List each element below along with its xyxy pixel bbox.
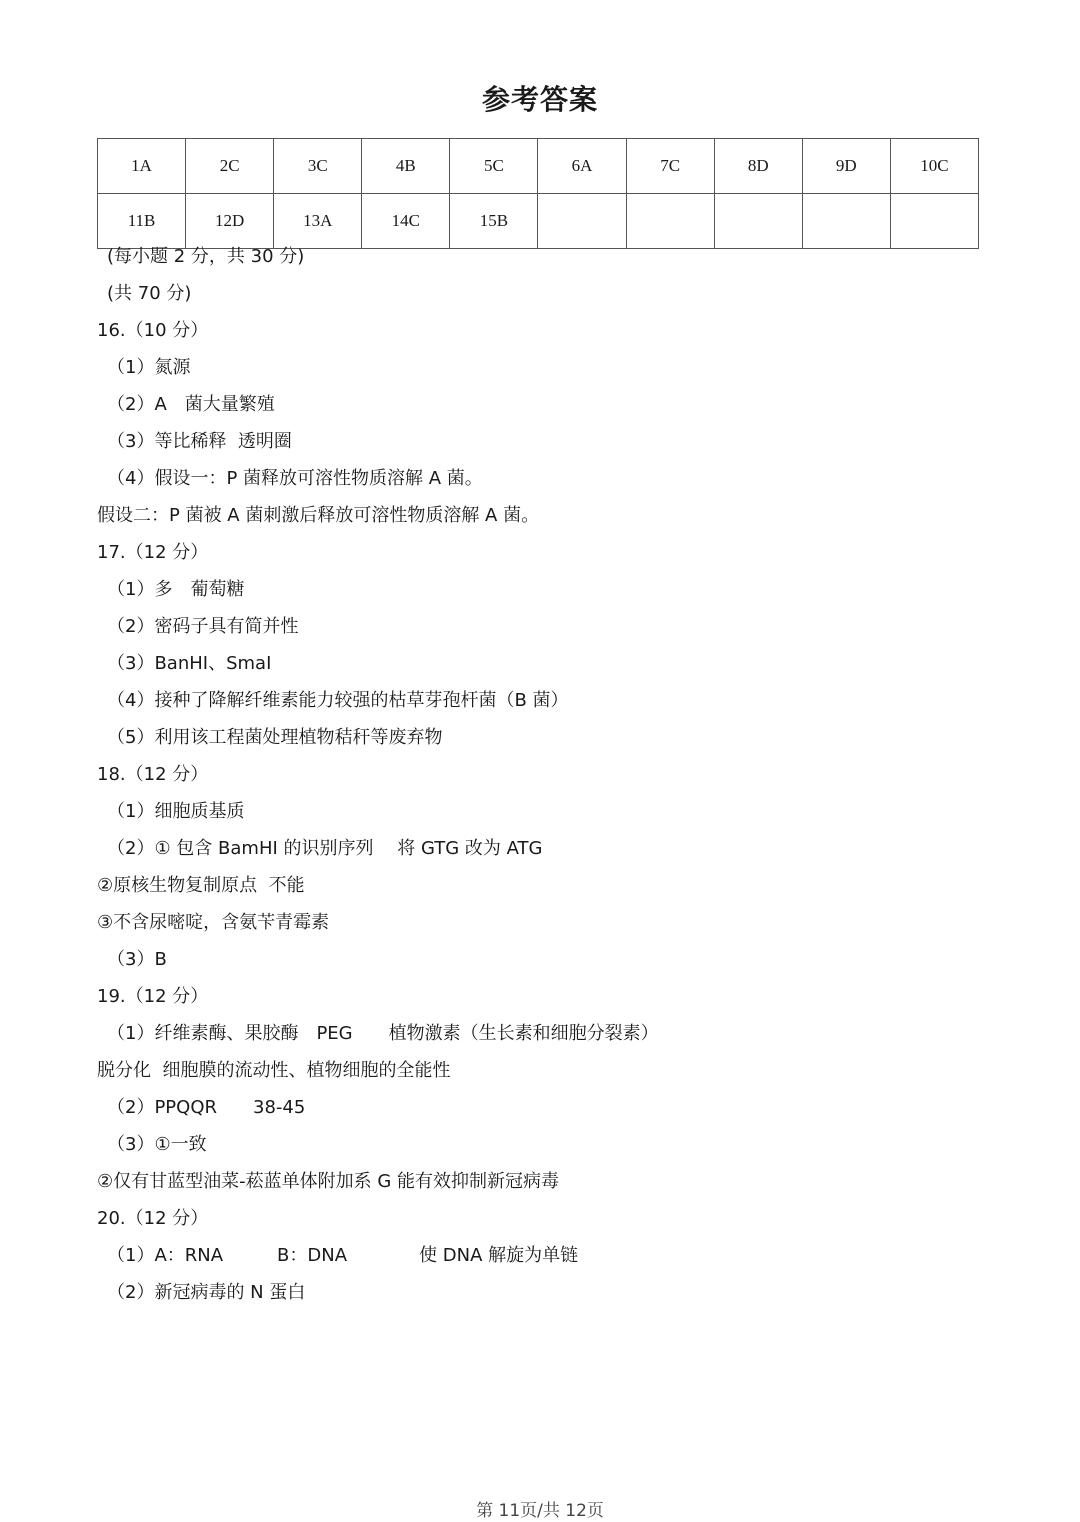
- answer-line: （2）① 包含 BamHI 的识别序列 将 GTG 改为 ATG: [107, 838, 543, 859]
- answer-line: （4）假设一：P 菌释放可溶性物质溶解 A 菌。: [107, 468, 483, 489]
- answer-line: 假设二：P 菌被 A 菌刺激后释放可溶性物质溶解 A 菌。: [97, 505, 540, 526]
- answer-line: （3）①一致: [107, 1134, 207, 1155]
- answer-cell: 3C: [274, 139, 362, 194]
- question-heading-20: 20.（12 分）: [97, 1208, 209, 1229]
- answer-cell: 14C: [362, 194, 450, 249]
- answer-cell: 7C: [626, 139, 714, 194]
- answer-line: （1）纤维素酶、果胶酶 PEG 植物激素（生长素和细胞分裂素）: [107, 1023, 659, 1044]
- answer-cell: 15B: [450, 194, 538, 249]
- answer-cell: 12D: [186, 194, 274, 249]
- answer-cell: [890, 194, 978, 249]
- answer-line: （3）B: [107, 949, 167, 970]
- answer-row-2: [98, 194, 979, 249]
- answer-cell: [802, 194, 890, 249]
- answer-line: （2）密码子具有简并性: [107, 616, 299, 637]
- answer-line: ②仅有甘蓝型油菜-菘蓝单体附加系 G 能有效抑制新冠病毒: [97, 1171, 560, 1192]
- answer-line: （3）等比稀释 透明圈: [107, 431, 292, 452]
- answer-cell: 8D: [714, 139, 802, 194]
- answer-cell: 13A: [274, 194, 362, 249]
- answer-line: （1）A：RNA B：DNA 使 DNA 解旋为单链: [107, 1245, 579, 1266]
- answer-cell: 4B: [362, 139, 450, 194]
- answer-cell: [626, 194, 714, 249]
- score-note: (每小题 2 分，共 30 分): [107, 246, 305, 267]
- question-heading-19: 19.（12 分）: [97, 986, 209, 1007]
- score-note: (共 70 分): [107, 283, 192, 304]
- question-heading-16: 16.（10 分）: [97, 320, 209, 341]
- answer-line: （2）PPQQR 38-45: [107, 1097, 306, 1118]
- answer-line: （1）多 葡萄糖: [107, 579, 245, 600]
- page-title: 参考答案: [481, 83, 598, 116]
- answer-line: 脱分化 细胞膜的流动性、植物细胞的全能性: [97, 1060, 451, 1081]
- answer-cell: 5C: [450, 139, 538, 194]
- answer-cell: [538, 194, 626, 249]
- answer-cell: [714, 194, 802, 249]
- answer-line: （1）氮源: [107, 357, 191, 378]
- answer-line: （4）接种了降解纤维素能力较强的枯草芽孢杆菌（B 菌）: [107, 690, 569, 711]
- answer-line: （2）新冠病毒的 N 蛋白: [107, 1282, 306, 1303]
- answer-cell: 9D: [802, 139, 890, 194]
- answer-cell: 2C: [186, 139, 274, 194]
- answer-cell: 11B: [98, 194, 186, 249]
- answer-line: （2）A 菌大量繁殖: [107, 394, 275, 415]
- answer-line: ③不含尿嘧啶，含氨苄青霉素: [97, 912, 330, 933]
- answer-cell: 6A: [538, 139, 626, 194]
- answer-line: ②原核生物复制原点 不能: [97, 875, 305, 896]
- answer-row-1: [98, 139, 979, 194]
- answer-line: （3）BanHI、SmaI: [107, 653, 272, 674]
- answer-line: （5）利用该工程菌处理植物秸秆等废弃物: [107, 727, 443, 748]
- question-heading-17: 17.（12 分）: [97, 542, 209, 563]
- answer-cell: 1A: [98, 139, 186, 194]
- answer-cell: 10C: [890, 139, 978, 194]
- answer-table: [97, 138, 979, 249]
- answer-line: （1）细胞质基质: [107, 801, 245, 822]
- page-footer: 第 11页/共 12页: [476, 1501, 604, 1521]
- question-heading-18: 18.（12 分）: [97, 764, 209, 785]
